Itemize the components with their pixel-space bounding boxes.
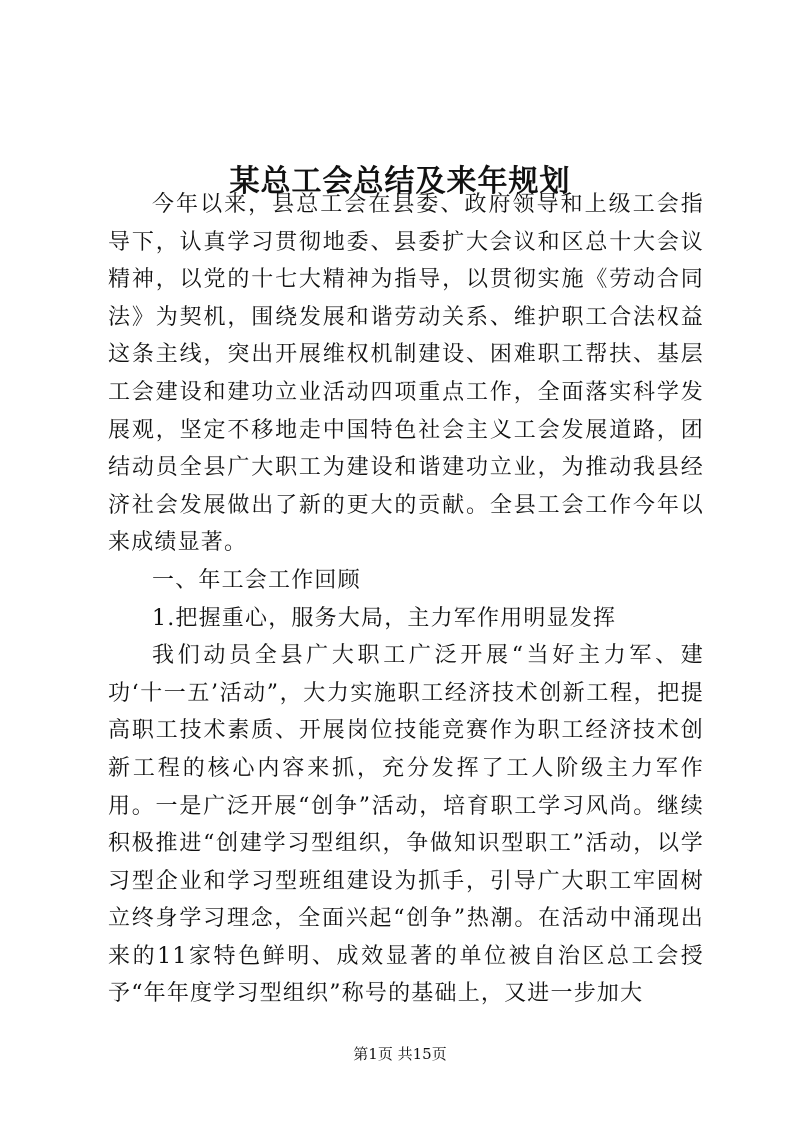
intro-paragraph: 今年以来，县总工会在县委、政府领导和上级工会指导下，认真学习贯彻地委、县委扩大会议和区总十大会议精神，以党的十七大精神为指导，以贯彻实施《劳动合同法》为契机，围绕发展和谐劳动关系、维护职工合法权益这条主线，突出开展维权机制建设、困难职工帮扶、基层工会建设和建功立业活动四项重点工作，全面落实科学发展观，坚定不移地走中国特色社会主义工会发展道路，团结动员全县广大职工为建设和谐建功立业，为推动我县经济社会发展做出了新的更大的贡献。全县工会工作今年以来成绩显著。 xyxy=(108,192,704,556)
document-title: 某总工会总结及来年规划 xyxy=(229,164,571,200)
page-footer: 第1页 共15页 xyxy=(353,1045,447,1063)
body-paragraph: 我们动员全县广大职工广泛开展“当好主力军、建功‘十一五’活动”，大力实施职工经济技术创新工程，把提高职工技术素质、开展岗位技能竞赛作为职工经济技术创新工程的核心内容来抓，充分发挥了工人阶级主力军作用。一是广泛开展“创争”活动，培育职工学习风尚。继续积极推进“创建学习型组织，争做知识型职工”活动，以学习型企业和学习型班组建设为抓手，引导广大职工牢固树立终身学习理念，全面兴起“创争”热潮。在活动中涌现出来的11家特色鲜明、成效显著的单位被自治区总工会授予“年年度学习型组织”称号的基础上，又进一步加大 xyxy=(108,643,704,1007)
document-body xyxy=(108,186,704,1013)
section-heading: 一、年工会工作回顾 xyxy=(152,567,361,593)
subsection-heading: 1.把握重心，服务大局，主力军作用明显发挥 xyxy=(152,605,617,631)
